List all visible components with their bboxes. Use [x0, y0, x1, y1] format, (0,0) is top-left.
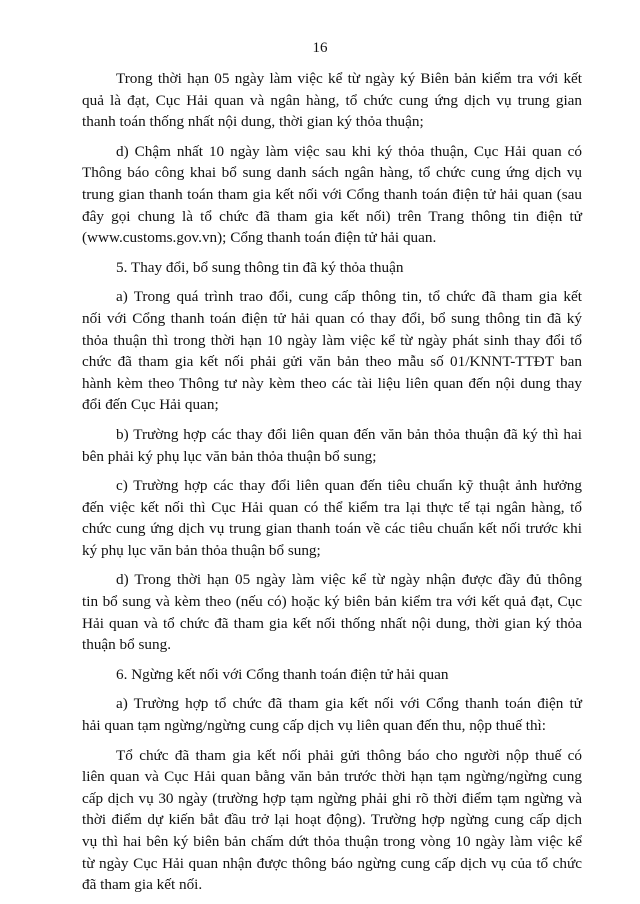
- paragraph-6a: [82, 693, 582, 736]
- text-line: liên quan và Cục Hải quan bằng văn bản trước thời hạn tạm ngừng/ngừng cung: [82, 768, 582, 786]
- text-line: Hải quan và tổ chức đã tham gia kết nối thống nhất nội dung, thời gian ký thỏa: [82, 614, 582, 632]
- text-line: thanh toán thống nhất nội dung, thời gian ký thỏa thuận;: [82, 113, 424, 131]
- text-line: bên phải ký phụ lục văn bản thỏa thuận bổ sung;: [82, 447, 377, 465]
- paragraph-5b: [82, 424, 582, 467]
- text-line: thỏa thuận thì trong thời hạn 10 ngày làm việc kể từ ngày phát sinh thay đổi tổ: [82, 331, 582, 349]
- text-line: ký phụ lục văn bản thỏa thuận bổ sung;: [82, 541, 321, 559]
- text-line: quả là đạt, Cục Hải quan và ngân hàng, tổ chức cung ứng dịch vụ trung gian: [82, 91, 582, 109]
- text-line: thời điểm dự kiến bắt đầu trở lại hoạt động). Trường hợp ngừng cung cấp dịch: [82, 811, 582, 829]
- text-line: nối với Cổng thanh toán điện tử hải quan có thay đổi, bổ sung thông tin đã ký: [82, 309, 582, 327]
- text-line: vụ thì hai bên ký biên bản chấm dứt thỏa thuận trong vòng 10 ngày làm việc kể: [82, 833, 582, 850]
- section-6-heading: 6. Ngừng kết nối với Cổng thanh toán điện tử hải quan: [116, 665, 449, 683]
- paragraph-6a-notice: [82, 745, 582, 896]
- text-line: Tổ chức đã tham gia kết nối phải gửi thông báo cho người nộp thuế có: [116, 746, 582, 764]
- text-line: đã tham gia kết nối.: [82, 876, 203, 894]
- text-line: Trong thời hạn 05 ngày làm việc kể từ ngày ký Biên bản kiểm tra với kết: [116, 70, 582, 87]
- page-number: 16: [312, 40, 328, 56]
- paragraph-deadline-signing: [82, 68, 582, 133]
- text-line: đổi đến Cục Hải quan;: [82, 396, 219, 414]
- text-line: a) Trong quá trình trao đổi, cung cấp thông tin, tổ chức đã tham gia kết: [116, 288, 582, 306]
- section-5-heading: 5. Thay đổi, bổ sung thông tin đã ký thỏa thuận: [116, 258, 404, 276]
- text-line: b) Trường hợp các thay đổi liên quan đến văn bản thỏa thuận đã ký thì hai: [116, 425, 582, 443]
- paragraph-5c: [82, 475, 582, 561]
- text-line: Thông báo công khai bổ sung danh sách ngân hàng, tổ chức cung ứng dịch vụ: [82, 164, 582, 182]
- paragraph-5d: [82, 569, 582, 655]
- text-line: (www.customs.gov.vn); Cổng thanh toán điện tử hải quan.: [82, 229, 437, 247]
- text-line: thuận bổ sung.: [82, 636, 172, 654]
- paragraph-d-public-notice: [82, 141, 582, 249]
- text-line: trung gian thanh toán tham gia kết nối với Cổng thanh toán điện tử hải quan (sau: [82, 185, 582, 203]
- text-line: d) Chậm nhất 10 ngày làm việc sau khi ký thỏa thuận, Cục Hải quan có: [116, 142, 582, 160]
- text-line: hành kèm theo Thông tư này kèm theo các tài liệu liên quan đến nội dung thay: [82, 374, 582, 392]
- document-body: [82, 68, 582, 904]
- text-line: chức đã tham gia kết nối phải gửi văn bản theo mẫu số 01/KNNT-TTĐT ban: [82, 353, 582, 371]
- paragraph-5a: [82, 286, 582, 416]
- text-line: d) Trong thời hạn 05 ngày làm việc kể từ ngày nhận được đầy đủ thông: [116, 571, 582, 589]
- text-line: từ ngày Cục Hải quan nhận được thông báo ngừng cung cấp dịch vụ của tổ chức: [82, 854, 582, 872]
- text-line: hải quan tạm ngừng/ngừng cung cấp dịch vụ liên quan đến thu, nộp thuế thì:: [82, 717, 546, 735]
- text-line: chức cung ứng dịch vụ trung gian thanh toán về các tiêu chuẩn kết nối trước khi: [82, 520, 582, 538]
- text-line: đến việc kết nối thì Cục Hải quan có thể kiểm tra lại thực tế tại ngân hàng, tổ: [82, 498, 582, 516]
- text-line: c) Trường hợp các thay đổi liên quan đến tiêu chuẩn kỹ thuật ảnh hưởng: [116, 477, 582, 495]
- text-line: đây gọi chung là tổ chức đã tham gia kết nối) trên Trang thông tin điện tử: [82, 207, 582, 225]
- text-line: cấp dịch vụ 30 ngày (trường hợp tạm ngừng phải ghi rõ thời điểm tạm ngừng và: [82, 789, 582, 807]
- text-line: a) Trường hợp tổ chức đã tham gia kết nối với Cổng thanh toán điện tử: [116, 695, 582, 713]
- text-line: tin bổ sung và kèm theo (nếu có) hoặc ký biên bản kiểm tra với kết quả đạt, Cục: [82, 593, 582, 611]
